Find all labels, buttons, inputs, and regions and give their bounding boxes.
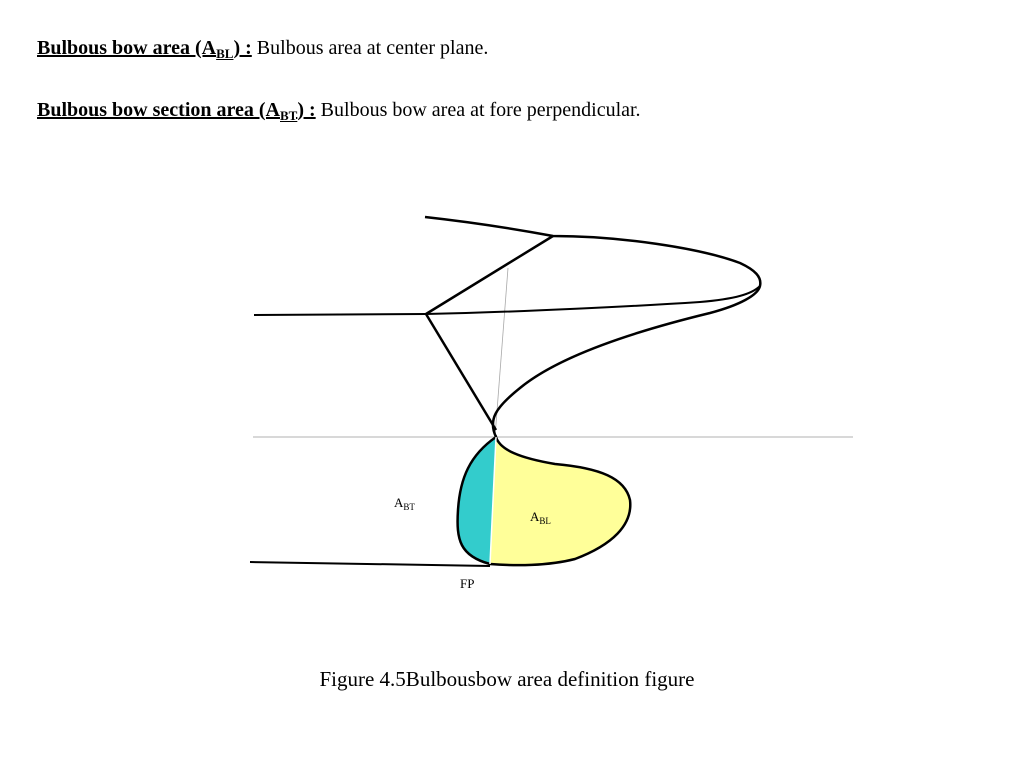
keel-line [250, 562, 490, 566]
frame-line-lower [426, 314, 496, 430]
label-a-bl: $A_{BL}$ [530, 509, 551, 526]
label-fp: FP [460, 576, 475, 591]
term-bulbous-bow-area: Bulbous bow area $(A_{BL})$ : [37, 37, 252, 61]
stem-profile-line [425, 217, 760, 437]
bulb-area-abl [490, 437, 630, 565]
term-bulbous-bow-section-area: Bulbous bow section area $(A_{BT})$ : [37, 99, 316, 123]
definition-text-bulbous-bow-section-area: Bulbous bow area at fore perpendicular. [320, 99, 641, 121]
deck-line [254, 286, 760, 315]
figure-caption: Figure 4.5Bulbousbow area definition figure [319, 667, 695, 691]
definition-text-bulbous-bow-area: Bulbous area at center plane. [256, 37, 489, 59]
term-subscript-bl: BL [216, 46, 234, 61]
term-subscript-bt: BT [280, 108, 298, 123]
label-a-bt: $A_{BT}$ [394, 495, 415, 512]
frame-line-upper [426, 236, 553, 314]
